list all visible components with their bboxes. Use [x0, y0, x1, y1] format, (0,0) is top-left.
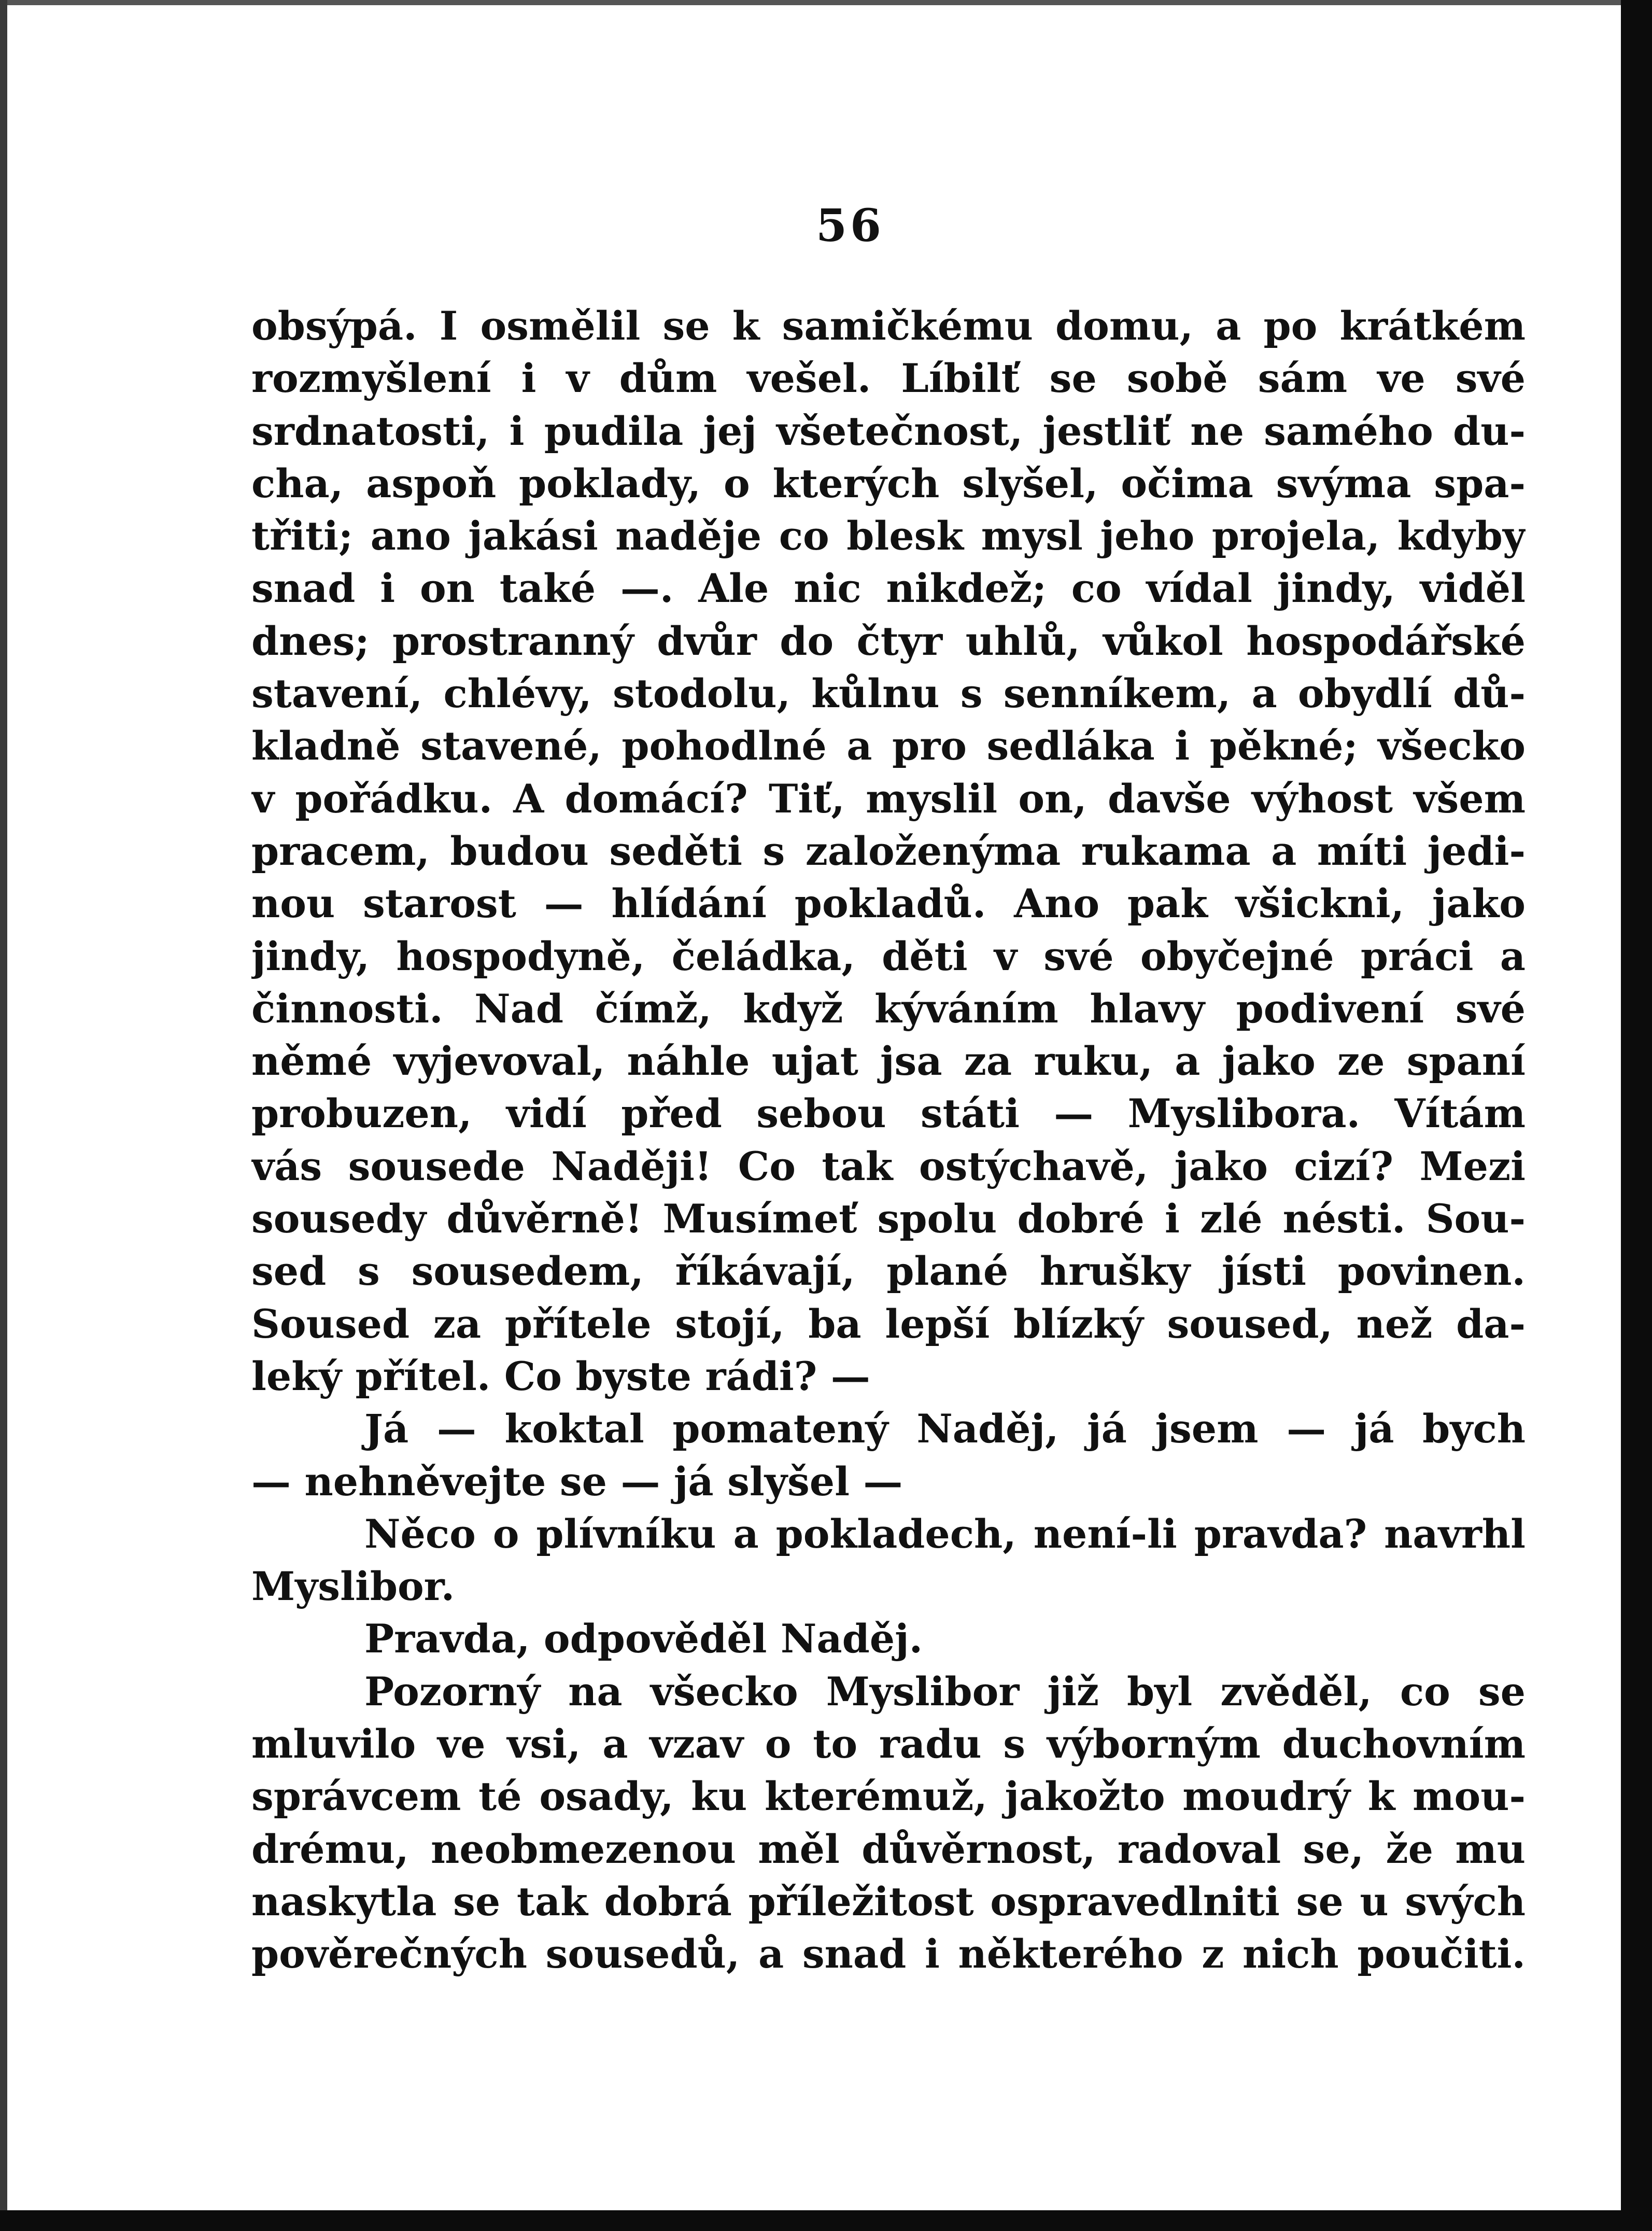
body-text [251, 300, 1526, 1981]
scan-border-bottom [0, 2210, 1652, 2231]
scan-border-left [0, 0, 7, 2231]
text-line: drému, neobmezenou měl důvěrnost, radoval se, že mu [251, 1826, 1526, 1872]
scan-border-right [1621, 0, 1652, 2231]
text-line: Myslibor. [251, 1563, 455, 1610]
text-line: snad i on také —. Ale nic nikdež; co vídal jindy, viděl [251, 565, 1526, 612]
text-line: dnes; prostranný dvůr do čtyr uhlů, vůkol hospodářské [251, 618, 1526, 664]
text-line: probuzen, vidí před sebou státi — Myslibora. Vítám [251, 1090, 1526, 1137]
text-line: srdnatosti, i pudila jej všetečnost, jestliť ne samého du- [251, 408, 1526, 454]
text-line: Něco o plívníku a pokladech, není-li pravda? navrhl [364, 1510, 1526, 1557]
text-line: cha, aspoň poklady, o kterých slyšel, očima svýma spa- [251, 460, 1526, 507]
text-line: mluvilo ve vsi, a vzav o to radu s výborným duchovním [251, 1721, 1526, 1767]
text-line: pověrečných sousedů, a snad i některého z nich poučiti. [251, 1931, 1526, 1977]
text-line: — nehněvejte se — já slyšel — [251, 1458, 903, 1505]
text-line: stavení, chlévy, stodolu, kůlnu s senníkem, a obydlí dů- [251, 670, 1526, 717]
text-line: v pořádku. A domácí? Tiť, myslil on, davše výhost všem [251, 775, 1526, 822]
text-line: kladně stavené, pohodlné a pro sedláka i pěkné; všecko [251, 723, 1526, 769]
text-line: Já — koktal pomatený Naděj, já jsem — já bych [364, 1406, 1526, 1452]
text-line: Soused za přítele stojí, ba lepší blízký soused, než da- [251, 1300, 1526, 1347]
text-line: naskytla se tak dobrá příležitost ospravedlniti se u svých [251, 1878, 1526, 1925]
text-line: rozmyšlení i v dům vešel. Líbilť se sobě sám ve své [251, 355, 1526, 402]
text-line: správcem té osady, ku kterémuž, jakožto moudrý k mou- [251, 1773, 1526, 1820]
text-line: nou starost — hlídání pokladů. Ano pak všickni, jako [251, 880, 1526, 927]
text-line: němé vyjevoval, náhle ujat jsa za ruku, a jako ze spaní [251, 1038, 1526, 1085]
text-line: Pravda, odpověděl Naděj. [364, 1616, 923, 1662]
text-line: jindy, hospodyně, čeládka, děti v své obyčejné práci a [251, 933, 1526, 979]
text-line: vás sousede Naději! Co tak ostýchavě, jako cizí? Mezi [251, 1143, 1526, 1189]
scan-border-top [0, 0, 1652, 5]
text-line: Pozorný na všecko Myslibor již byl zvěděl, co se [364, 1668, 1526, 1715]
text-line: obsýpá. I osmělil se k samičkému domu, a po krátkém [251, 303, 1526, 349]
text-line: sousedy důvěrně! Musímeť spolu dobré i zlé nésti. Sou- [251, 1196, 1526, 1242]
text-line: pracem, budou seděti s založenýma rukama a míti jedi- [251, 827, 1526, 874]
text-line: činnosti. Nad čímž, když kýváním hlavy podivení své [251, 985, 1526, 1032]
page-number: 56 [816, 200, 884, 252]
text-line: leký přítel. Co byste rádi? — [251, 1353, 870, 1399]
text-line: třiti; ano jakási naděje co blesk mysl jeho projela, kdyby [251, 513, 1526, 559]
text-line: sed s sousedem, říkávají, plané hrušky jísti povinen. [251, 1248, 1526, 1295]
